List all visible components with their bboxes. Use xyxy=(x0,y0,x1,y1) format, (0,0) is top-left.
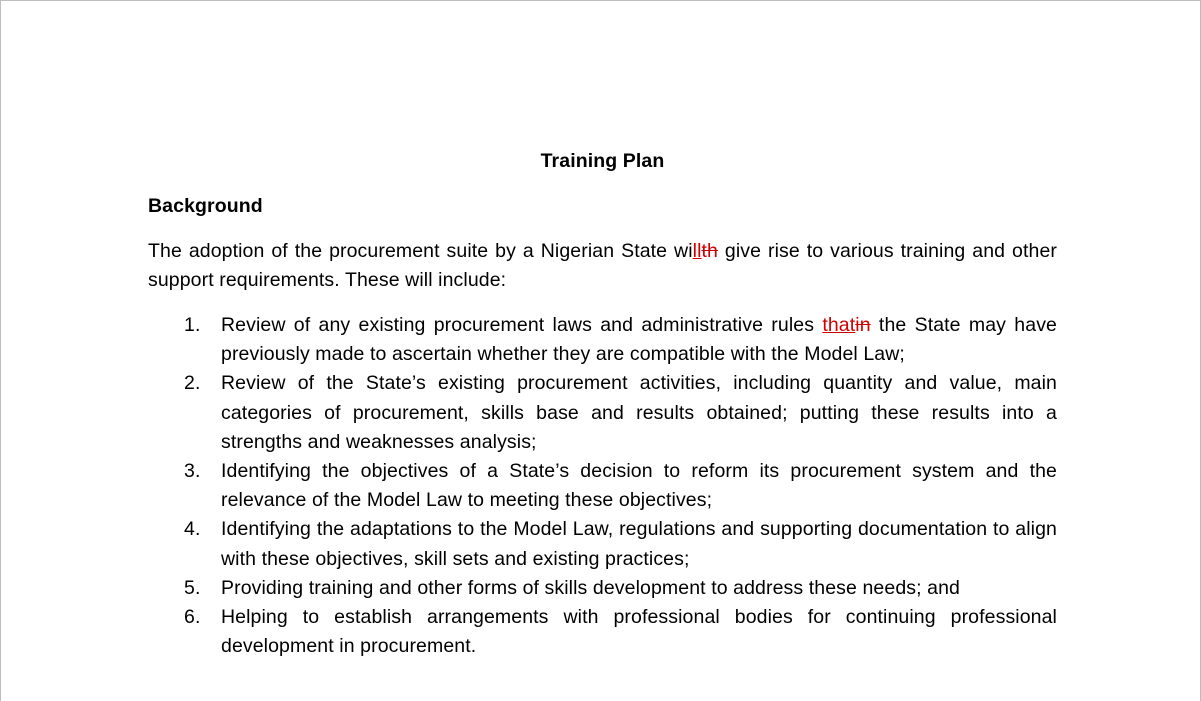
tracked-insertion: that xyxy=(822,314,856,336)
tracked-insertion: ll xyxy=(692,240,702,262)
list-item xyxy=(148,311,1057,369)
section-heading-background: Background xyxy=(148,195,263,217)
list-item xyxy=(148,603,1057,661)
list-item-number: 4. xyxy=(184,518,201,541)
list-item-text-before: Review of any existing procurement laws and administrative rules xyxy=(221,314,823,336)
list-item xyxy=(148,574,1057,603)
list-item-text-after: the State may have previously made to ascertain whether they are compatible with the Model Law; xyxy=(221,314,1057,366)
list-item-number: 6. xyxy=(184,606,201,629)
intro-text-before: The adoption of the procurement suite by a Nigerian State wi xyxy=(148,240,693,262)
tracked-deletion: in xyxy=(855,314,871,336)
intro-text-after: give rise to various training and other support requirements. These will include: xyxy=(148,240,1057,291)
list-item xyxy=(148,369,1057,457)
list-item-text: Identifying the adaptations to the Model Law, regulations and supporting documentation to align with these objectives, skill sets and existing practices; xyxy=(221,518,1057,570)
list-item-text: Identifying the objectives of a State’s decision to reform its procurement system and the relevance of the Model Law to meeting these objectives; xyxy=(221,460,1057,512)
list-item-number: 2. xyxy=(184,372,201,395)
requirements-list xyxy=(148,311,1057,661)
list-item-text: Providing training and other forms of skills development to address these needs; and xyxy=(221,576,960,599)
list-item xyxy=(148,515,1057,573)
list-item xyxy=(148,457,1057,515)
list-item-text: Helping to establish arrangements with professional bodies for continuing professional development in procurement. xyxy=(221,606,1057,658)
tracked-deletion: th xyxy=(701,240,718,262)
document-body[interactable] xyxy=(148,147,1057,661)
list-item-number: 5. xyxy=(184,576,201,599)
list-item-number: 1. xyxy=(184,314,201,336)
document-title: Training Plan xyxy=(540,150,665,172)
list-item-number: 3. xyxy=(184,460,201,483)
intro-paragraph xyxy=(148,237,1057,295)
list-item-text: Review of the State’s existing procurement activities, including quantity and value, main categories of procurement, skills base and results obtained; putting these results into a strengths and weaknesses analysis; xyxy=(221,372,1057,453)
